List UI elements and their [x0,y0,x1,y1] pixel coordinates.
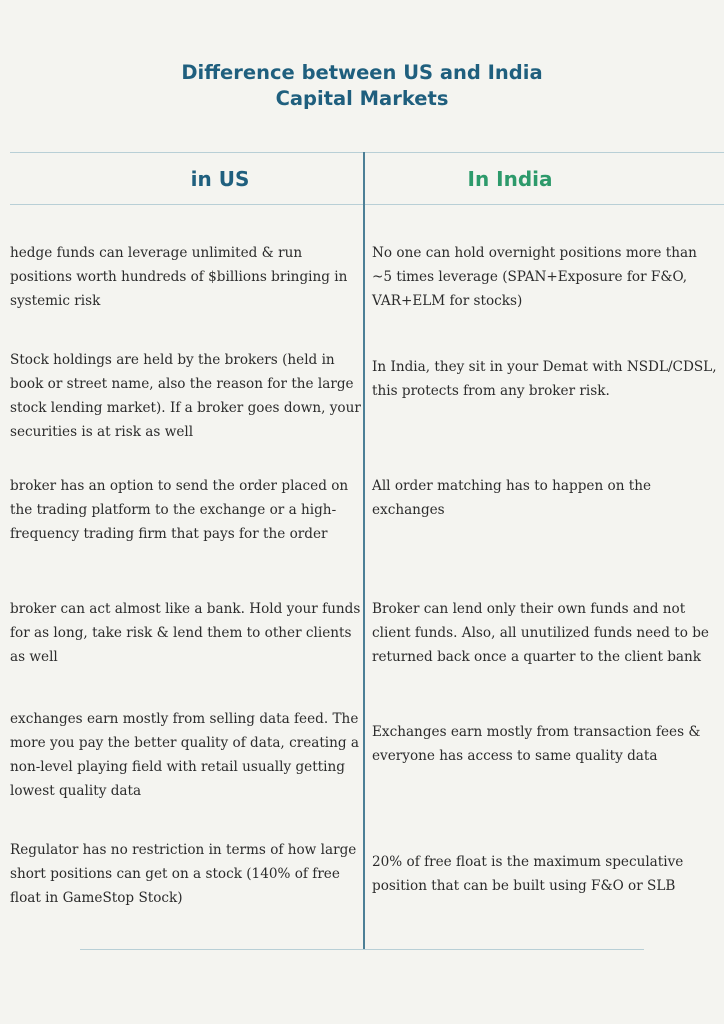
title-line-2: Capital Markets [275,87,449,110]
footer-divider [80,949,644,950]
row-5-us-cell: exchanges earn mostly from selling data feed. The more you pay the better quality of data, creating a non-level playing field with retail usually getting lowest quality data [10,711,360,799]
header-top-divider [10,152,724,153]
column-header-india: In India [467,167,553,191]
row-1-india-cell: No one can hold overnight positions more than ~5 times leverage (SPAN+Exposure for F&O, VAR+ELM for stocks) [372,245,697,309]
row-5-india-cell: Exchanges earn mostly from transaction fees & everyone has access to same quality data [372,724,701,764]
row-1-us-cell: hedge funds can leverage unlimited & run positions worth hundreds of $billions bringing in systemic risk [10,245,348,309]
column-divider [363,152,365,950]
row-2-us-cell: Stock holdings are held by the brokers (held in book or street name, also the reason for the large stock lending market). If a broker goes down, your securities is at risk as well [10,352,361,440]
row-6-us-cell: Regulator has no restriction in terms of how large short positions can get on a stock (140% of free float in GameStop Stock) [10,842,357,906]
page-title [0,60,724,112]
row-4-india-cell: Broker can lend only their own funds and not client funds. Also, all unutilized funds need to be returned back once a quarter to the client bank [372,601,709,665]
column-header-us: in US [190,167,250,191]
row-2-india-cell: In India, they sit in your Demat with NSDL/CDSL, this protects from any broker risk. [372,359,717,399]
title-line-1: Difference between US and India [181,61,543,84]
row-4-us-cell: broker can act almost like a bank. Hold your funds for as long, take risk & lend them to other clients as well [10,601,361,665]
row-3-india-cell: All order matching has to happen on the exchanges [372,478,652,518]
header-bottom-divider [10,204,724,205]
row-6-india-cell: 20% of free float is the maximum speculative position that can be built using F&O or SLB [372,854,684,894]
row-3-us-cell: broker has an option to send the order placed on the trading platform to the exchange or a high-frequency trading firm that pays for the order [10,478,349,542]
